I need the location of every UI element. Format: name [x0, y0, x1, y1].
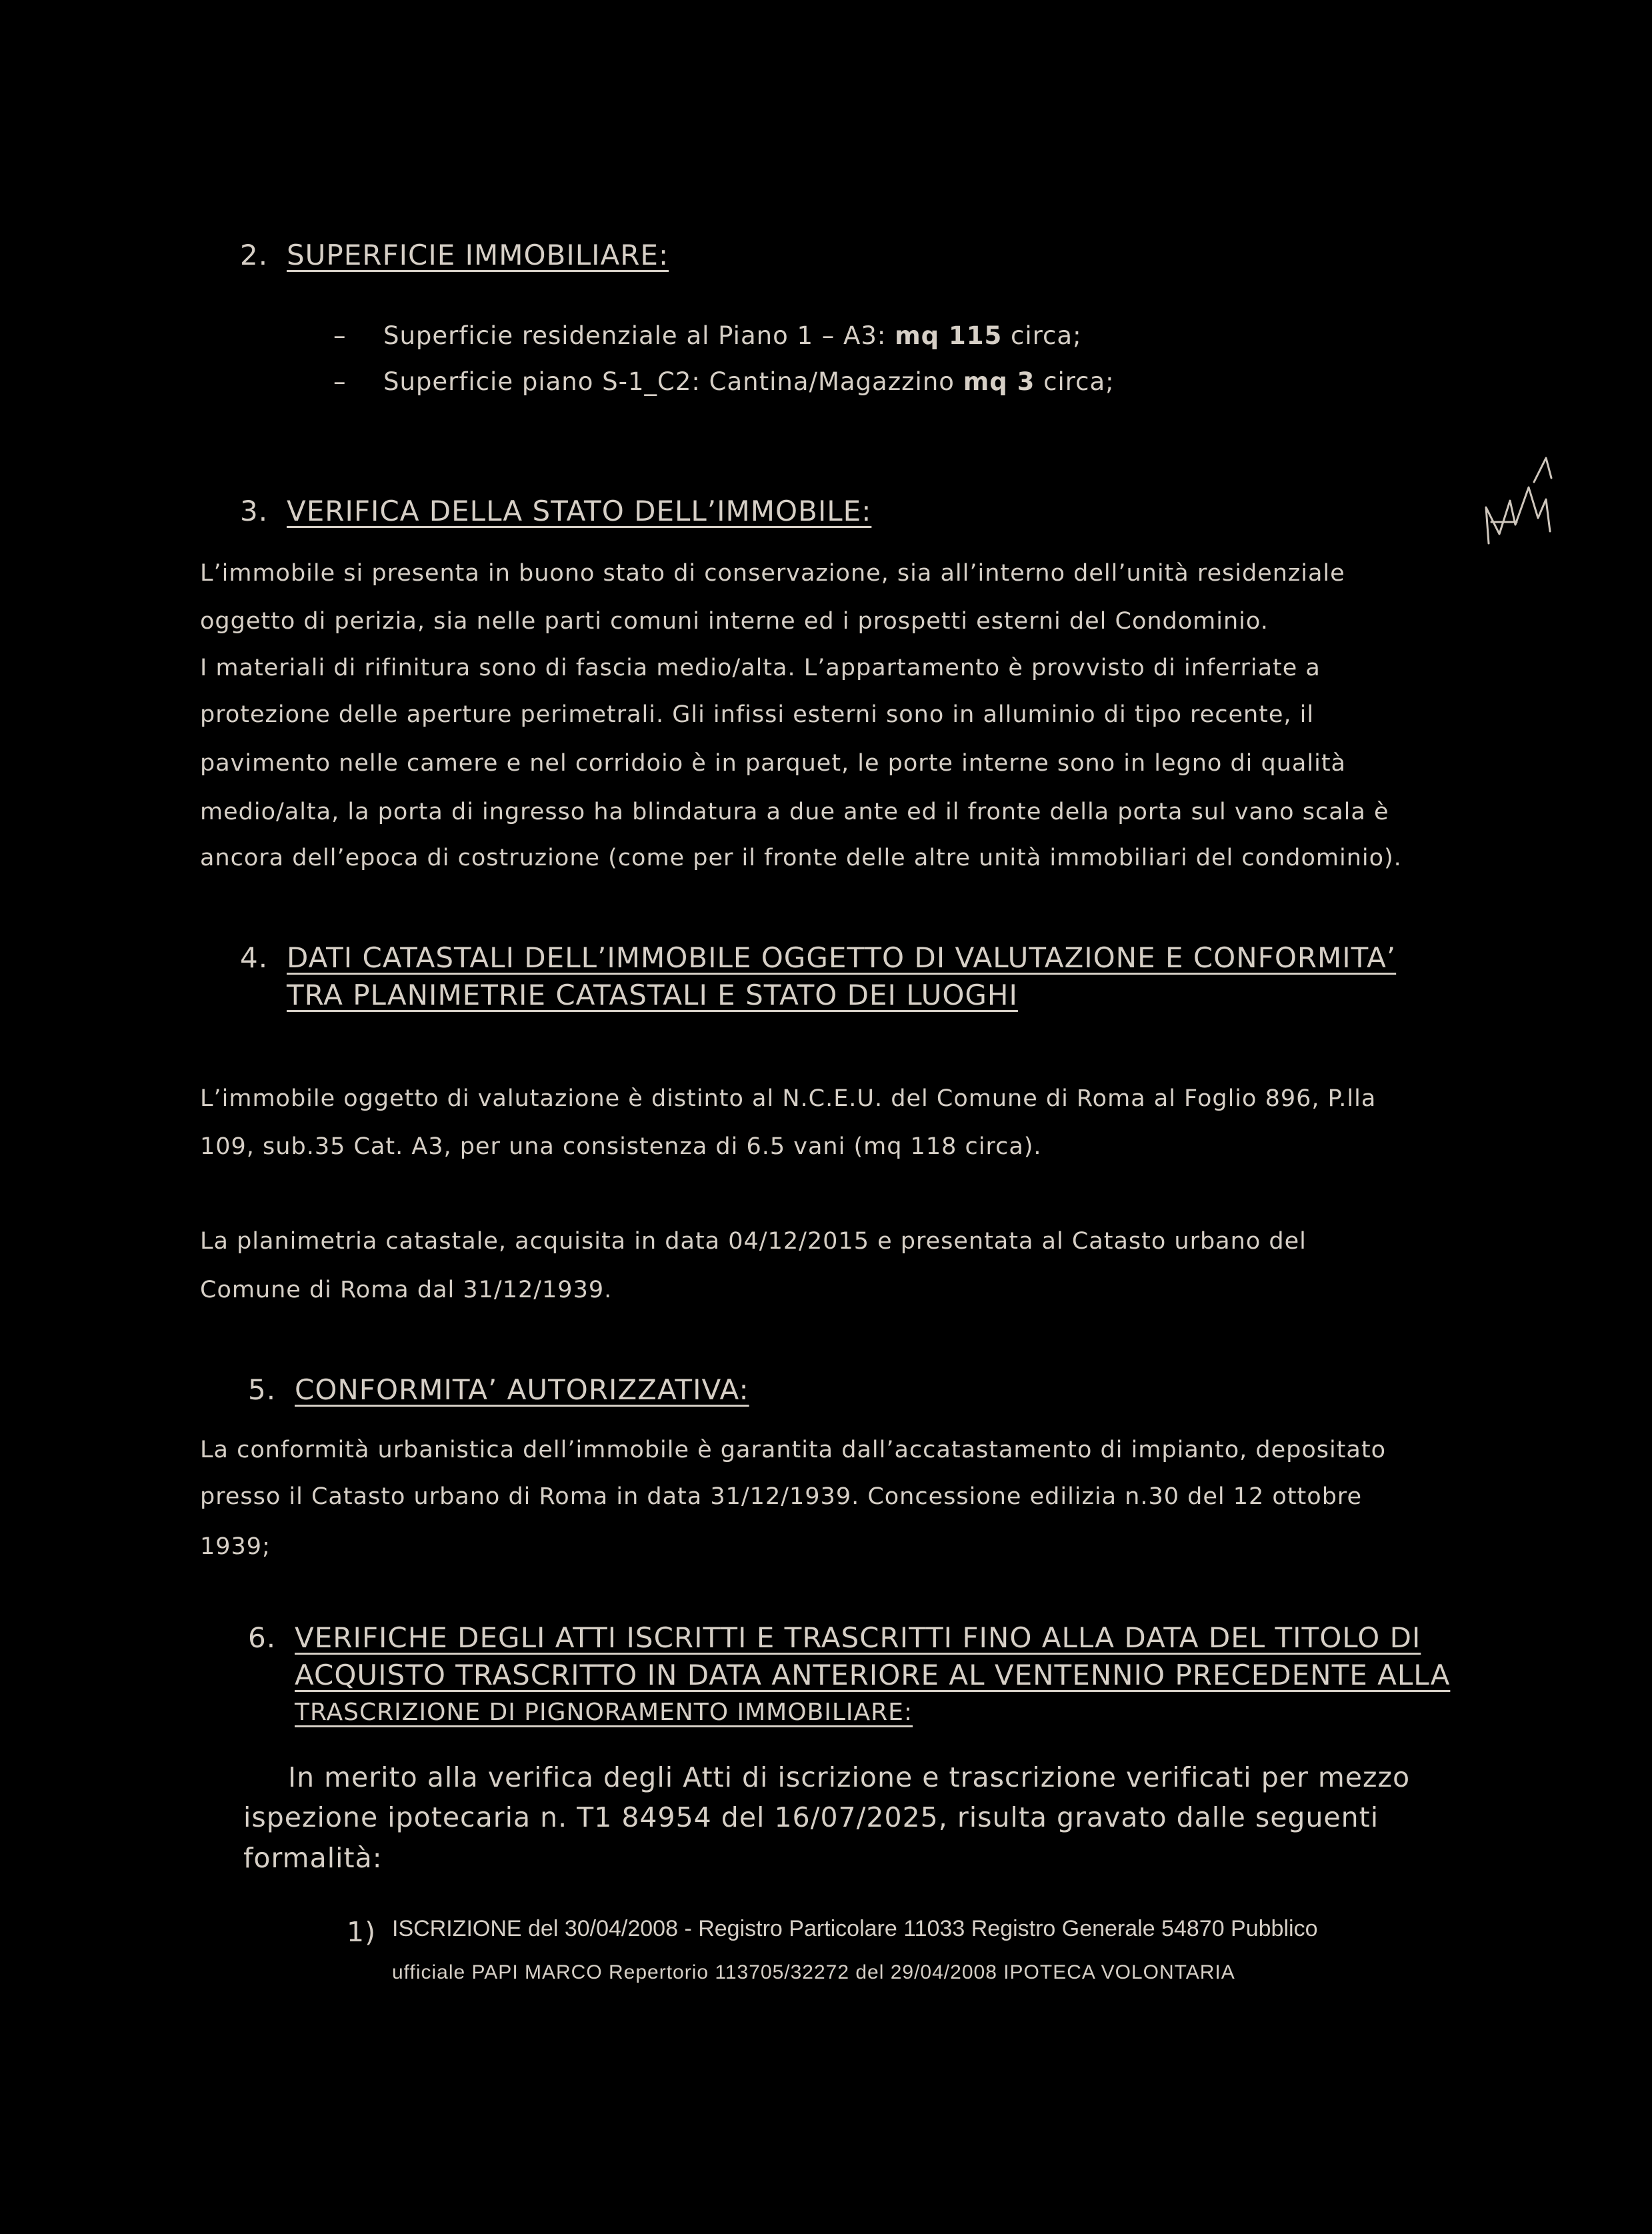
section-2-heading [240, 239, 669, 271]
paragraph-line: L’immobile oggetto di valutazione è distinto al N.C.E.U. del Comune di Roma al Foglio 896, P.lla [200, 1085, 1377, 1112]
paragraph-line: 109, sub.35 Cat. A3, per una consistenza di 6.5 vani (mq 118 circa). [200, 1133, 1042, 1160]
list-item-line: ISCRIZIONE del 30/04/2008 - Registro Particolare 11033 Registro Generale 54870 Pubblico [392, 1916, 1318, 1941]
section-number: 3. [240, 495, 269, 527]
paragraph-line: La conformità urbanistica dell’immobile è garantita dall’accatastamento di impianto, depositato [200, 1437, 1386, 1463]
section-title-line-2: TRA PLANIMETRIE CATASTALI E STATO DEI LUOGHI [287, 979, 1018, 1011]
section-number: 4. [240, 941, 269, 974]
signature-mark [1477, 443, 1560, 550]
list-item-number: 1) [347, 1916, 377, 1948]
section-title: VERIFICA DELLA STATO DELL’IMMOBILE: [287, 495, 872, 527]
bullet-dash: – [333, 321, 347, 350]
section-number: 5. [248, 1373, 277, 1406]
section-4-heading [240, 941, 1396, 974]
paragraph-line: ancora dell’epoca di costruzione (come per il fronte delle altre unità immobiliari del condominio). [200, 845, 1402, 871]
bullet-suffix: circa; [1002, 321, 1082, 350]
paragraph-line: medio/alta, la porta di ingresso ha blindatura a due ante ed il fronte della porta sul vano scala è [200, 799, 1389, 825]
bullet-text: Superficie residenziale al Piano 1 – A3: [383, 321, 895, 350]
section-4-heading-cont [287, 979, 1018, 1011]
paragraph-line: 1939; [200, 1533, 271, 1560]
paragraph-line: presso il Catasto urbano di Roma in data 31/12/1939. Concessione edilizia n.30 del 12 ottobre [200, 1483, 1363, 1510]
paragraph-line: protezione delle aperture perimetrali. Gli infissi esterni sono in alluminio di tipo recente, il [200, 701, 1315, 728]
paragraph-line: La planimetria catastale, acquisita in data 04/12/2015 e presentata al Catasto urbano del [200, 1228, 1307, 1255]
section-title-line-3: TRASCRIZIONE DI PIGNORAMENTO IMMOBILIARE: [295, 1699, 913, 1726]
section-6-heading-cont [295, 1699, 913, 1726]
section-6-heading-cont [295, 1659, 1450, 1691]
section-5-heading [248, 1373, 749, 1406]
section-title: CONFORMITA’ AUTORIZZATIVA: [295, 1373, 749, 1406]
section-6-heading [248, 1621, 1421, 1654]
bullet-dash: – [333, 367, 347, 396]
section-title-line-1: DATI CATASTALI DELL’IMMOBILE OGGETTO DI VALUTAZIONE E CONFORMITA’ [287, 941, 1397, 974]
bullet-value: mq 115 [895, 321, 1003, 350]
paragraph-line: I materiali di rifinitura sono di fascia medio/alta. L’appartamento è provvisto di inferriate a [200, 655, 1321, 681]
section-number: 6. [248, 1621, 277, 1654]
paragraph-line: Comune di Roma dal 31/12/1939. [200, 1277, 613, 1303]
bullet-value: mq 3 [963, 367, 1035, 396]
bullet-text: Superficie piano S-1_C2: Cantina/Magazzino [383, 367, 963, 396]
paragraph-line: oggetto di perizia, sia nelle parti comuni interne ed i prospetti esterni del Condominio. [200, 608, 1269, 635]
section-3-heading [240, 495, 871, 527]
section-title: SUPERFICIE IMMOBILIARE: [287, 239, 669, 271]
paragraph-line: L’immobile si presenta in buono stato di conservazione, sia all’interno dell’unità residenziale [200, 560, 1345, 587]
bullet-suffix: circa; [1035, 367, 1115, 396]
list-item-line: ufficiale PAPI MARCO Repertorio 113705/32272 del 29/04/2008 IPOTECA VOLONTARIA [392, 1961, 1235, 1983]
section-number: 2. [240, 239, 269, 271]
paragraph-line: ispezione ipotecaria n. T1 84954 del 16/07/2025, risulta gravato dalle seguenti [243, 1801, 1379, 1833]
section-title-line-1: VERIFICHE DEGLI ATTI ISCRITTI E TRASCRITTI FINO ALLA DATA DEL TITOLO DI [295, 1621, 1421, 1654]
section-title-line-2: ACQUISTO TRASCRITTO IN DATA ANTERIORE AL VENTENNIO PRECEDENTE ALLA [295, 1659, 1451, 1691]
bullet-item [333, 321, 1082, 350]
paragraph-line: pavimento nelle camere e nel corridoio è in parquet, le porte interne sono in legno di qualità [200, 750, 1346, 777]
paragraph-line: formalità: [243, 1842, 383, 1874]
paragraph-line: In merito alla verifica degli Atti di iscrizione e trascrizione verificati per mezzo [288, 1761, 1411, 1793]
bullet-item [333, 367, 1115, 396]
